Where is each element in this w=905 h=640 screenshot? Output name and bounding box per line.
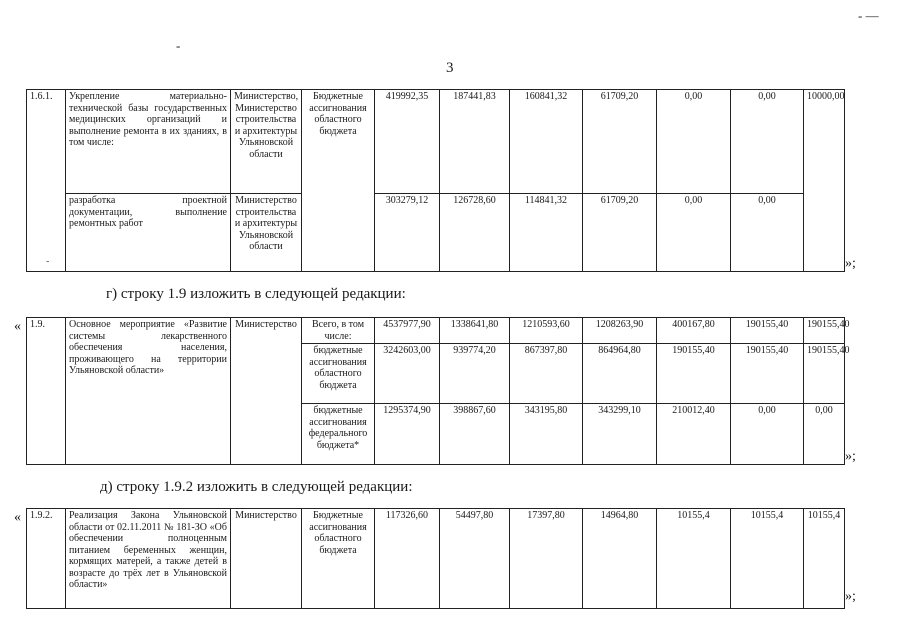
section-heading-d: д) строку 1.9.2 изложить в следующей редакции: xyxy=(100,479,413,495)
page-number: 3 xyxy=(446,60,454,76)
funding-source: Бюджетные ассигнования областного бюджета xyxy=(302,509,375,609)
section-heading-g: г) строку 1.9 изложить в следующей редакции: xyxy=(106,286,406,302)
value-cell: 398867,60 xyxy=(440,404,510,465)
row-number: 1.9.2. xyxy=(27,509,66,609)
value-cell: 1210593,60 xyxy=(510,318,583,344)
opening-quote: « xyxy=(14,319,21,334)
opening-quote: « xyxy=(14,510,21,525)
executor: Министерство, Министерство строительства и архитектуры Ульяновской области xyxy=(231,90,302,194)
closing-quote: »; xyxy=(845,449,856,464)
row-number: 1.6.1. xyxy=(27,90,66,272)
table-row-1-6-1 xyxy=(26,89,845,272)
value-cell: 126728,60 xyxy=(440,194,510,272)
value-cell: 14964,80 xyxy=(583,509,657,609)
measure-name: Укрепление материально-технической базы государственных медицинских организаций и выполнение ремонта в их зданиях, в том числе: xyxy=(66,90,231,194)
value-cell: 10000,00 xyxy=(804,90,845,272)
value-cell: 190155,40 xyxy=(657,344,731,404)
row-number: 1.9. xyxy=(27,318,66,465)
measure-name: разработка проектной документации, выполнение ремонтных работ xyxy=(66,194,231,272)
funding-source: Бюджетные ассигнования областного бюджета xyxy=(302,90,375,272)
value-cell: 187441,83 xyxy=(440,90,510,194)
value-cell: 190155,40 xyxy=(804,318,845,344)
executor: Министерство строительства и архитектуры Ульяновской области xyxy=(231,194,302,272)
value-cell: 1295374,90 xyxy=(375,404,440,465)
closing-quote: »; xyxy=(845,589,856,604)
closing-quote: »; xyxy=(845,256,856,271)
measure-name: Основное мероприятие «Развитие системы лекарственного обеспечения населения, проживающего на территории Ульяновской области» xyxy=(66,318,231,465)
value-cell: 114841,32 xyxy=(510,194,583,272)
funding-source: бюджетные ассигнования федерального бюджета* xyxy=(302,404,375,465)
value-cell: 190155,40 xyxy=(731,344,804,404)
value-cell: 419992,35 xyxy=(375,90,440,194)
value-cell: 210012,40 xyxy=(657,404,731,465)
value-cell: 61709,20 xyxy=(583,194,657,272)
stray-mark: - xyxy=(176,38,181,53)
value-cell: 0,00 xyxy=(731,90,804,194)
executor: Министерство xyxy=(231,509,302,609)
value-cell: 867397,80 xyxy=(510,344,583,404)
value-cell: 3242603,00 xyxy=(375,344,440,404)
value-cell: 190155,40 xyxy=(731,318,804,344)
value-cell: 939774,20 xyxy=(440,344,510,404)
value-cell: 61709,20 xyxy=(583,90,657,194)
corner-mark: - — xyxy=(858,8,879,23)
value-cell: 400167,80 xyxy=(657,318,731,344)
value-cell: 343195,80 xyxy=(510,404,583,465)
value-cell: 343299,10 xyxy=(583,404,657,465)
value-cell: 0,00 xyxy=(804,404,845,465)
funding-source: бюджетные ассигнования областного бюджета xyxy=(302,344,375,404)
executor: Министерство xyxy=(231,318,302,465)
value-cell: 864964,80 xyxy=(583,344,657,404)
value-cell: 17397,80 xyxy=(510,509,583,609)
value-cell: 10155,4 xyxy=(731,509,804,609)
value-cell: 0,00 xyxy=(731,194,804,272)
value-cell: 10155,4 xyxy=(804,509,845,609)
table-row-1-9-2 xyxy=(26,508,845,609)
value-cell: 0,00 xyxy=(657,90,731,194)
value-cell: 0,00 xyxy=(657,194,731,272)
measure-name: Реализация Закона Ульяновской области от 02.11.2011 № 181-ЗО «Об обеспечении полноценным питанием беременных женщин, кормящих матерей, а также детей в возрасте до трёх лет в Ульяновской области» xyxy=(66,509,231,609)
value-cell: 303279,12 xyxy=(375,194,440,272)
stray-mark: - xyxy=(46,256,50,267)
value-cell: 117326,60 xyxy=(375,509,440,609)
funding-source: Всего, в том числе: xyxy=(302,318,375,344)
value-cell: 190155,40 xyxy=(804,344,845,404)
table-row-1-9 xyxy=(26,317,850,465)
value-cell: 10155,4 xyxy=(657,509,731,609)
value-cell: 160841,32 xyxy=(510,90,583,194)
value-cell: 1208263,90 xyxy=(583,318,657,344)
value-cell: 0,00 xyxy=(731,404,804,465)
value-cell: 54497,80 xyxy=(440,509,510,609)
value-cell: 1338641,80 xyxy=(440,318,510,344)
value-cell: 4537977,90 xyxy=(375,318,440,344)
